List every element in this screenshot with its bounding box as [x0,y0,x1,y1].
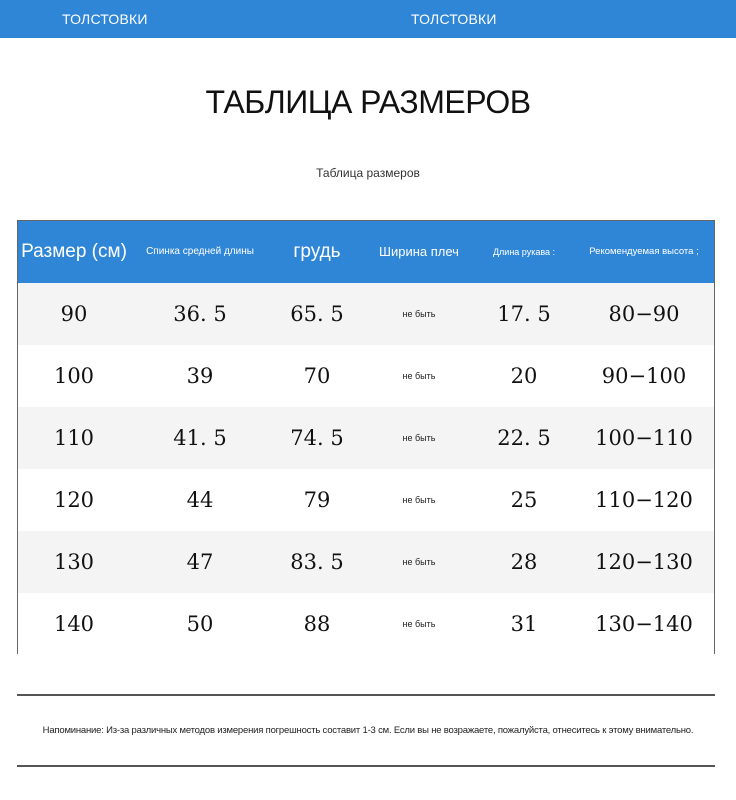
cell-shoulder-width: не быть [402,371,436,381]
cell-recommended-height: 80−90 [608,302,680,326]
cell-shoulder-width: не быть [402,495,436,505]
cell-size: 130 [53,550,95,574]
cell-recommended-height: 120−130 [595,550,693,574]
cell-size: 140 [53,612,95,636]
page-subtitle: Таблица размеров [316,166,420,180]
header-back-length: Спинка средней длины [146,246,254,257]
cell-size: 90 [60,302,88,326]
cell-sleeve-length: 31 [510,612,538,636]
header-shoulder-width: Ширина плеч [379,244,459,259]
cell-sleeve-length: 22. 5 [497,426,551,450]
cell-chest: 65. 5 [290,302,344,326]
cell-back-length: 47 [186,550,214,574]
cell-back-length: 50 [186,612,214,636]
cell-size: 110 [53,426,95,450]
cell-back-length: 41. 5 [173,426,227,450]
table-row [18,407,714,469]
cell-sleeve-length: 25 [510,488,538,512]
cell-chest: 88 [303,612,331,636]
header-sleeve-length: Длина рукава : [492,247,556,257]
header-chest: грудь [293,241,341,262]
cell-shoulder-width: не быть [402,433,436,443]
size-table [17,220,715,654]
table-row [18,593,714,655]
measurement-note: Напоминание: Из-за различных методов измерения погрешность составит 1-3 см. Если вы не возражаете, пожалуйста, отнеситесь к этому внимательно. [42,725,694,736]
header-size: Размер (см) [21,241,127,262]
cell-back-length: 36. 5 [173,302,227,326]
cell-recommended-height: 90−100 [601,364,687,388]
cell-sleeve-length: 28 [510,550,538,574]
cell-shoulder-width: не быть [402,557,436,567]
cell-back-length: 39 [186,364,214,388]
cell-recommended-height: 110−120 [595,488,693,512]
cell-chest: 70 [303,364,331,388]
cell-recommended-height: 100−110 [595,426,693,450]
cell-back-length: 44 [186,488,214,512]
cell-chest: 79 [303,488,331,512]
header-center-label[interactable]: ТОЛСТОВКИ [411,11,497,27]
header-left-label[interactable]: ТОЛСТОВКИ [62,11,148,27]
page-title: ТАБЛИЦА РАЗМЕРОВ [205,84,531,120]
divider-top [17,694,715,696]
divider-bottom [17,765,715,767]
cell-recommended-height: 130−140 [595,612,693,636]
cell-size: 120 [53,488,95,512]
cell-chest: 74. 5 [290,426,344,450]
header-recommended-height: Рекомендуемая высота ; [589,246,699,257]
table-row [18,283,714,345]
cell-shoulder-width: не быть [402,309,436,319]
cell-sleeve-length: 17. 5 [497,302,551,326]
table-row [18,345,714,407]
cell-size: 100 [53,364,95,388]
table-row [18,531,714,593]
table-header [18,221,714,283]
table-row [18,469,714,531]
header-bar [0,0,736,38]
cell-shoulder-width: не быть [402,619,436,629]
cell-chest: 83. 5 [290,550,344,574]
cell-sleeve-length: 20 [510,364,538,388]
